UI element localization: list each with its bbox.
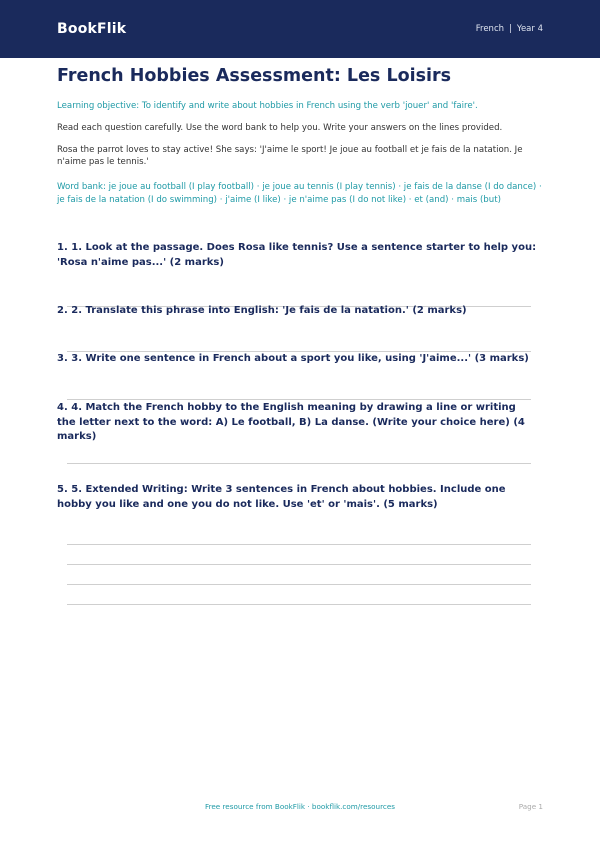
question-1: 1. 1. Look at the passage. Does Rosa like tennis? Use a sentence starter to help you: 'Rosa n'aime pas...' (2 marks) bbox=[57, 242, 537, 268]
footer-link[interactable]: Free resource from BookFlik · bookflik.com/resources bbox=[204, 802, 396, 811]
word-bank: Word bank: je joue au football (I play football) · je joue au tennis (I play tennis) · je fais de la danse (I do dance) · je fais de la natation (I do swimming) · j'aime (I like) · je n'aime pas (I do not like) · et (and) · mais (but) bbox=[57, 181, 542, 205]
brand-logo: BookFlik bbox=[57, 21, 127, 37]
answer-line[interactable] bbox=[67, 463, 531, 464]
question-3: 3. 3. Write one sentence in French about a sport you like, using 'J'aime...' (3 marks) bbox=[57, 353, 529, 364]
page-title: French Hobbies Assessment: Les Loisirs bbox=[57, 66, 452, 86]
question-2: 2. 2. Translate this phrase into English: 'Je fais de la natation.' (2 marks) bbox=[57, 305, 467, 316]
question-4: 4. 4. Match the French hobby to the English meaning by drawing a line or writing the letter next to the word: A) Le football, B) La danse. (Write your choice here) (4 marks) bbox=[57, 402, 525, 442]
year-label: Year 4 bbox=[516, 24, 543, 34]
separator: | bbox=[509, 24, 512, 34]
page-header bbox=[0, 0, 600, 58]
answer-line[interactable] bbox=[67, 544, 531, 545]
subject-year bbox=[476, 24, 543, 34]
answer-line[interactable] bbox=[67, 399, 531, 400]
answer-line[interactable] bbox=[67, 564, 531, 565]
worksheet-intro bbox=[57, 64, 543, 207]
question-5: 5. 5. Extended Writing: Write 3 sentences in French about hobbies. Include one hobby you like and one you do not like. Use 'et' or 'mais'. (5 marks) bbox=[57, 484, 506, 510]
subject-label: French bbox=[475, 24, 505, 34]
reading-passage: Rosa the parrot loves to stay active! She says: 'J'aime le sport! Je joue au football et je fais de la natation. Je n'aime pas le tennis.' bbox=[57, 144, 523, 167]
answer-line[interactable] bbox=[67, 584, 531, 585]
learning-objective: Learning objective: To identify and write about hobbies in French using the verb 'jouer' and 'faire'. bbox=[57, 101, 478, 111]
page-number: Page 1 bbox=[518, 802, 543, 811]
answer-line[interactable] bbox=[67, 604, 531, 605]
page-footer bbox=[0, 802, 600, 814]
instructions: Read each question carefully. Use the word bank to help you. Write your answers on the lines provided. bbox=[57, 123, 503, 133]
